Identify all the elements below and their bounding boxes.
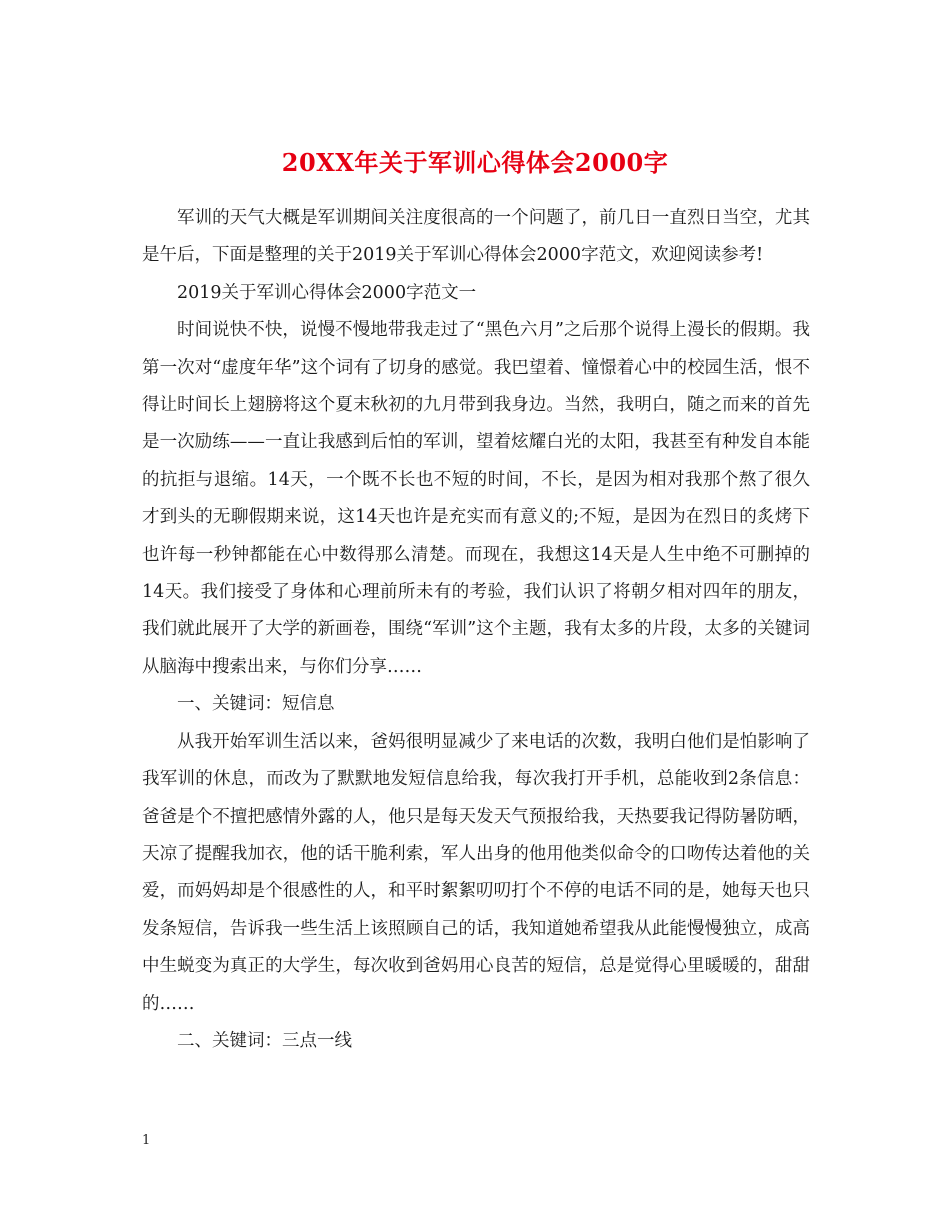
body-paragraph: 时间说快不快，说慢不慢地带我走过了“黑色六月”之后那个说得上漫长的假期。我第一次对“虚度年华”这个词有了切身的感觉。我巴望着、憧憬着心中的校园生活，恨不得让时间长上翅膀将这个夏末秋初的九月带到我身边。当然，我明白，随之而来的首先是一次励练——一直让我感到后怕的军训，望着炫耀白光的太阳，我甚至有种发自本能的抗拒与退缩。14天，一个既不长也不短的时间，不长，是因为相对我那个熬了很久才到头的无聊假期来说，这14天也许是充实而有意义的;不短，是因为在烈日的炙烤下也许每一秒钟都能在心中数得那么清楚。而现在，我想这14天是人生中绝不可删掉的14天。我们接受了身体和心理前所未有的考验，我们认识了将朝夕相对四年的朋友，我们就此展开了大学的新画卷，围绕“军训”这个主题，我有太多的片段，太多的关键词从脑海中搜索出来，与你们分享…… bbox=[142, 320, 810, 677]
document-title: 20XX年关于军训心得体会2000字 bbox=[281, 148, 669, 178]
document-body bbox=[142, 200, 810, 1060]
intro-paragraph: 军训的天气大概是军训期间关注度很高的一个问题了，前几日一直烈日当空，尤其是午后，下面是整理的关于2019关于军训心得体会2000字范文，欢迎阅读参考! bbox=[142, 208, 810, 266]
section-heading-keyword-routine: 二、关键词：三点一线 bbox=[177, 1030, 352, 1051]
page-number: 1 bbox=[142, 1133, 151, 1148]
section-heading-keyword-sms: 一、关键词：短信息 bbox=[177, 694, 335, 715]
section-heading-sample-one: 2019关于军训心得体会2000字范文一 bbox=[177, 282, 477, 303]
body-paragraph: 从我开始军训生活以来，爸妈很明显减少了来电话的次数，我明白他们是怕影响了我军训的休息，而改为了默默地发短信息给我，每次我打开手机，总能收到2条信息：爸爸是个不擅把感情外露的人，他只是每天发天气预报给我，天热要我记得防暑防晒，天凉了提醒我加衣，他的话干脆利索，军人出身的他用他类似命令的口吻传达着他的关爱，而妈妈却是个很感性的人，和平时絮絮叨叨打个不停的电话不同的是，她每天也只发条短信，告诉我一些生活上该照顾自己的话，我知道她希望我从此能慢慢独立，成高中生蜕变为真正的大学生，每次收到爸妈用心良苦的短信，总是觉得心里暖暖的，甜甜的…… bbox=[142, 731, 810, 1014]
